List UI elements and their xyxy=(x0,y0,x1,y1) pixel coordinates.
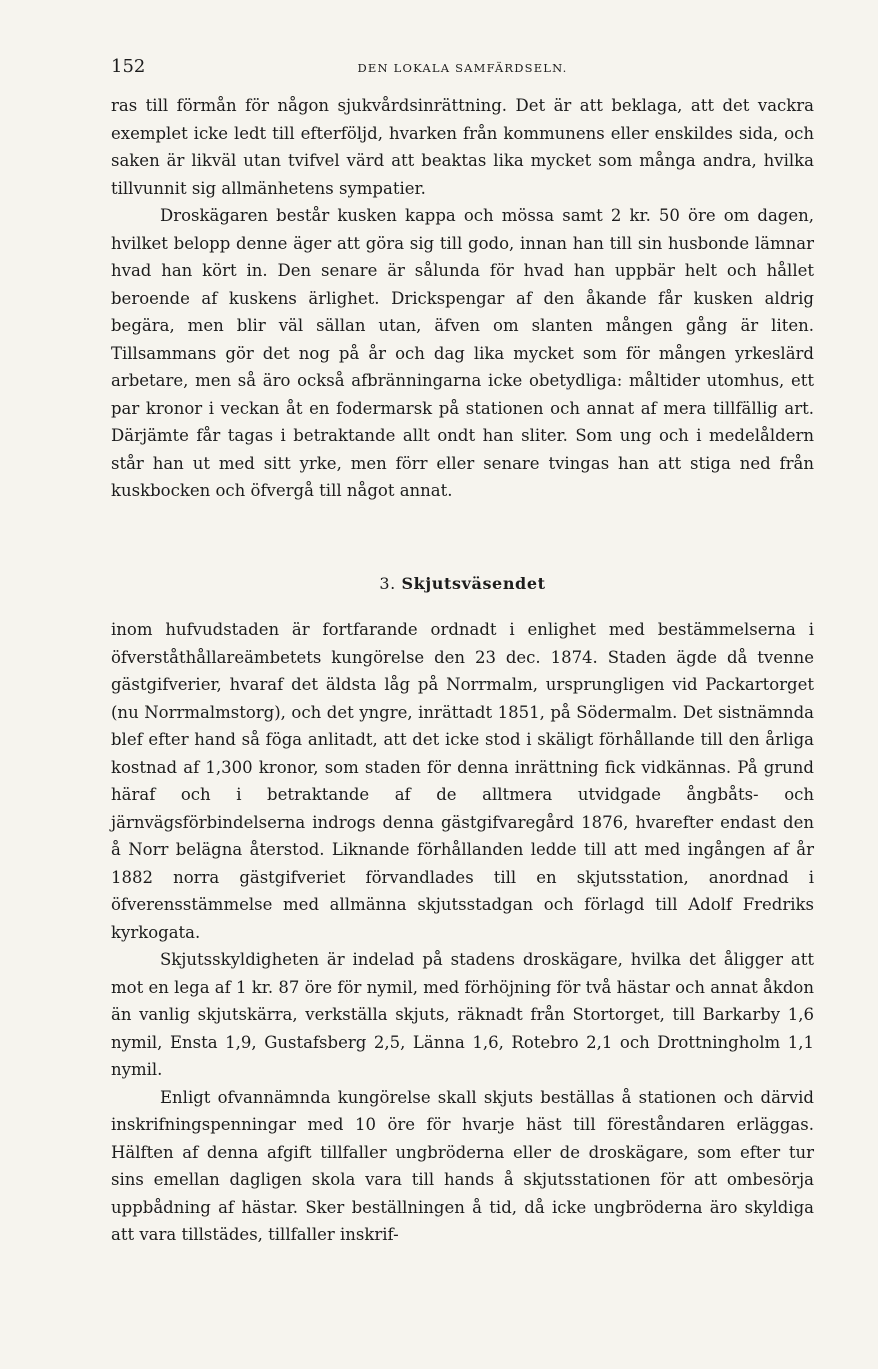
paragraph: Droskägaren består kusken kappa och mössa samt 2 kr. 50 öre om dagen, hvilket belopp denne äger att göra sig till godo, innan han till sin husbonde lämnar hvad han kört in. Den senare är sålunda för hvad han uppbär helt och hållet beroende af kuskens ärlighet. Drickspengar af den åkande får kusken aldrig begära, men blir väl sällan utan, äfven om slanten mången gång är liten. Tillsammans gör det nog på år och dag lika mycket som för mången yrkeslärd arbetare, men så äro också afbränningarna icke obetydliga: måltider utomhus, ett par kronor i veckan åt en fodermarsk på stationen och annat af mera tillfällig art. Därjämte får tagas i betraktande allt ondt han sliter. Som ung och i medelåldern står han ut med sitt yrke, men förr eller senare tvingas han att stiga ned från kuskbocken och öfvergå till något annat. xyxy=(111,206,814,500)
section-number: 3. xyxy=(379,574,396,593)
page-header xyxy=(111,56,814,80)
paragraph: Enligt ofvannämnda kungörelse skall skjuts beställas å stationen och därvid inskrifningspenningar med 10 öre för hvarje häst till föreståndaren erläggas. Hälften af denna afgift tillfaller ungbröderna eller de droskägare, som efter tur sins emellan dagligen skola vara till hands å skjutsstationen för att ombesörja uppbådning af hästar. Sker beställningen å tid, då icke ungbröderna äro skyldiga att vara tillstädes, tillfaller inskrif- xyxy=(111,1087,814,1244)
section-title: Skjutsväsendet xyxy=(401,574,546,593)
body-text-lower xyxy=(111,616,814,1249)
page-number: 152 xyxy=(111,56,146,77)
paragraph: inom hufvudstaden är fortfarande ordnadt i enlighet med bestämmelserna i öfverståthållareämbetets kungörelse den 23 dec. 1874. Staden ägde då tvenne gästgifverier, hvaraf det äldsta låg på Norrmalm, ursprungligen vid Packartorget (nu Norrmalmstorg), och det yngre, inrättadt 1851, på Södermalm. Det sistnämnda blef efter hand så föga anlitadt, att det icke stod i skäligt förhållande till den årliga kostnad af 1,300 kronor, som staden för denna inrättning fick vidkännas. På grund häraf och i betraktande af de alltmera utvidgade ångbåts- och järnvägsförbindelserna indrogs denna gästgifvaregård 1876, hvarefter endast den å Norr belägna återstod. Liknande förhållanden ledde till att med ingången af år 1882 norra gästgifveriet förvandlades till en skjutsstation, anordnad i öfverensstämmelse med allmänna skjutsstadgan och förlagd till Adolf Fredriks kyrkogata. xyxy=(111,620,814,942)
section-heading xyxy=(111,574,814,593)
running-title: DEN LOKALA SAMFÄRDSELN. xyxy=(357,61,568,75)
paragraph: ras till förmån för någon sjukvårdsinrättning. Det är att beklaga, att det vackra exemplet icke ledt till efterföljd, hvarken från kommunens eller enskildes sida, och saken är likväl utan tvifvel värd att beaktas lika mycket som många andra, hvilka tillvunnit sig allmänhetens sympatier. xyxy=(111,96,814,198)
paragraph: Skjutsskyldigheten är indelad på stadens droskägare, hvilka det åligger att mot en lega af 1 kr. 87 öre för nymil, med förhöjning för två hästar och annat åkdon än vanlig skjutskärra, verkställa skjuts, räknadt från Stortorget, till Barkarby 1,6 nymil, Ensta 1,9, Gustafsberg 2,5, Länna 1,6, Rotebro 2,1 och Drottningholm 1,1 nymil. xyxy=(111,950,814,1079)
body-text-upper xyxy=(111,92,814,505)
